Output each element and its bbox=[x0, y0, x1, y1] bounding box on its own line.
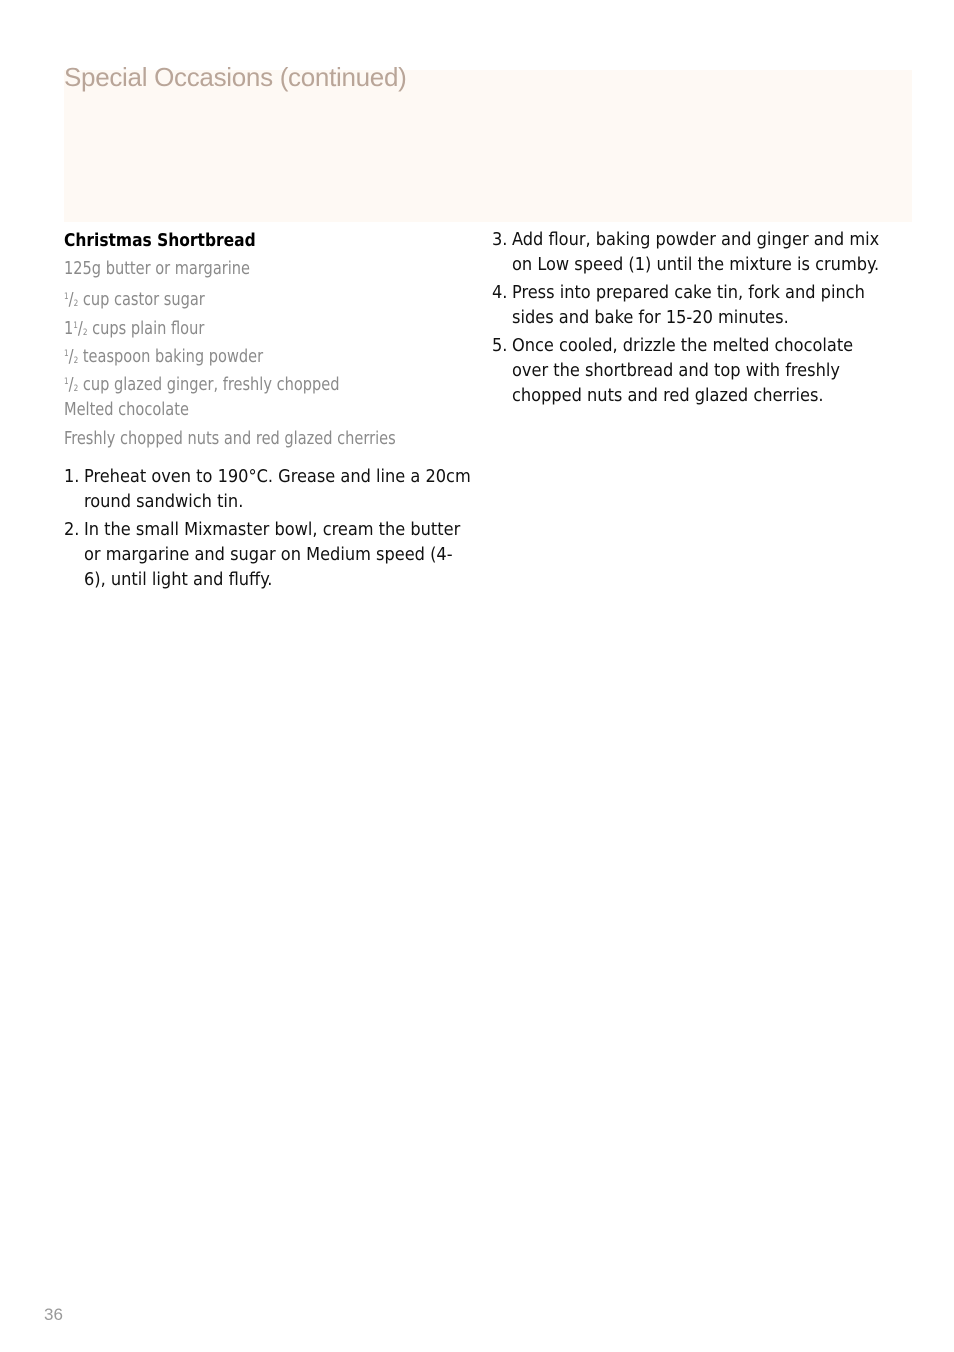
method-step bbox=[492, 227, 892, 277]
step-text: Press into prepared cake tin, fork and pinch sides and bake for 15-20 minutes. bbox=[512, 282, 865, 328]
ingredient-item: $1^1/_2$ cups plain flour bbox=[64, 317, 205, 339]
recipe-title: Christmas Shortbread bbox=[64, 230, 256, 251]
step-number: 1. bbox=[64, 466, 80, 488]
method-step bbox=[492, 333, 892, 408]
ingredient-item: Freshly chopped nuts and red glazed cherries bbox=[64, 427, 396, 449]
step-number: 3. bbox=[492, 229, 508, 250]
step-number: 4. bbox=[492, 282, 508, 303]
fraction: $^1/_2$ bbox=[64, 345, 79, 367]
method-step bbox=[492, 280, 892, 330]
fraction: $^1/_2$ bbox=[64, 374, 79, 396]
step-text: Once cooled, drizzle the melted chocolate over the shortbread and top with freshly chopped nuts and red glazed cherries. bbox=[512, 335, 854, 406]
method-steps-right bbox=[492, 227, 892, 408]
fraction: $^1/_2$ bbox=[64, 289, 79, 311]
step-number: 2. bbox=[64, 519, 80, 541]
ingredient-item: $^1/_2$ cup castor sugar bbox=[64, 289, 205, 311]
page-number: 36 bbox=[44, 1305, 63, 1324]
method-step bbox=[64, 517, 474, 592]
method-steps-left bbox=[64, 464, 474, 592]
step-number: 5. bbox=[492, 335, 508, 356]
ingredient-item: $^1/_2$ cup glazed ginger, freshly chopped bbox=[64, 374, 340, 396]
step-text: Add flour, baking powder and ginger and mix on Low speed (1) until the mixture is crumby. bbox=[512, 229, 880, 275]
ingredient-list bbox=[64, 255, 474, 453]
step-text: Preheat oven to 190°C. Grease and line a 20cm round sandwich tin. bbox=[84, 466, 471, 513]
step-text: In the small Mixmaster bowl, cream the butter or margarine and sugar on Medium speed (4-6), until light and fluffy. bbox=[84, 519, 461, 591]
left-column bbox=[64, 227, 474, 595]
fraction: $^1/_2$ bbox=[73, 317, 88, 339]
right-column bbox=[492, 227, 892, 411]
method-step bbox=[64, 464, 474, 514]
ingredient-item: Melted chocolate bbox=[64, 399, 189, 421]
ingredient-item: 125g butter or margarine bbox=[64, 258, 251, 279]
ingredient-item: $^1/_2$ teaspoon baking powder bbox=[64, 345, 264, 367]
page-title: Special Occasions (continued) bbox=[64, 62, 407, 92]
